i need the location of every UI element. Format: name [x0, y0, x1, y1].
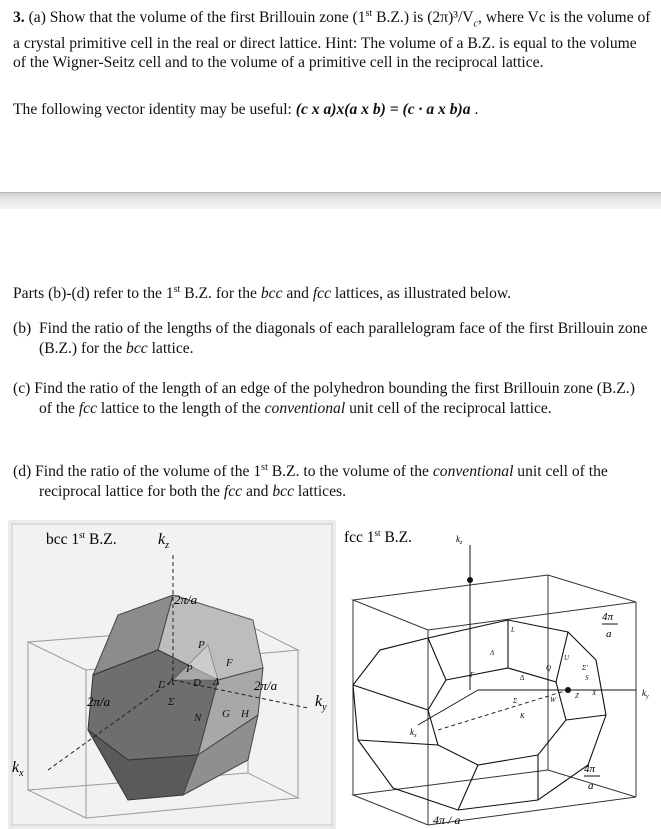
part-d-text-1: Find the ratio of the volume of the 1 — [35, 463, 262, 481]
parts-intro-and: and — [282, 285, 313, 303]
q3a-text-3: , where Vc is the volume of a crystal primitive cell in the real or direct lattice. Hint: The volume of a B.Z. is equal to the volume of the Wigner-Seitz cell and to the volume of a primitive cell in the reciprocal lattice. — [13, 9, 651, 72]
part-b-text-2: lattice. — [147, 339, 194, 357]
part-c-text-3: unit cell of the reciprocal lattice. — [345, 399, 552, 417]
fcc-sym-x: X — [592, 689, 597, 697]
part-c-text-2: lattice to the length of the — [97, 399, 265, 417]
part-d-and: and — [242, 482, 273, 500]
bcc-kz-label: $k_z$ — [158, 531, 170, 551]
part-c-text-1: Find the ratio of the length of an edge of the polyhedron bounding the first Brillouin zone (B.Z.) of the — [34, 380, 635, 417]
fcc-ky-label: $k_y$ — [642, 688, 649, 700]
svg-text:4π: 4π — [584, 763, 596, 775]
superscript-st: st — [365, 8, 373, 19]
identity-formula: (c x a)x(a x b) = (c · a x b)a — [295, 101, 471, 118]
sym-gamma: Γ — [158, 679, 165, 691]
bcc-title: bcc 1st B.Z. — [46, 530, 117, 548]
sym-delta: Δ — [213, 676, 220, 688]
parts-intro-text-2: B.Z. for the — [180, 285, 261, 303]
fcc-sym-lambda: Λ — [490, 649, 495, 657]
bcc-panel — [8, 520, 336, 829]
fcc-term: fcc — [312, 285, 332, 303]
bcc-term: bcc — [260, 285, 283, 303]
part-d-text-3: unit cell of the reciprocal lattice for both the — [39, 463, 608, 500]
fcc-panel — [336, 520, 658, 829]
superscript-st: st — [261, 462, 268, 473]
q3a-text-2: B.Z.) is (2π)³/V — [372, 9, 474, 27]
question-number: 3. — [13, 9, 25, 27]
part-c-fcc: fcc — [78, 399, 98, 417]
fcc-sym-gamma: Γ — [470, 671, 474, 679]
part-d-label: (d) — [13, 463, 32, 481]
fcc-kz-label: $k_z$ — [456, 534, 463, 546]
svg-text:4π: 4π — [602, 611, 614, 623]
fcc-sym-delta: Δ — [520, 674, 525, 682]
fcc-kx-label: $k_x$ — [410, 727, 417, 739]
part-d-conventional: conventional — [432, 463, 514, 481]
part-b-label: (b) — [13, 320, 32, 337]
brillouin-zone-figure — [8, 520, 658, 829]
q3a-text-1: (a) Show that the volume of the first Brillouin zone (1 — [24, 9, 366, 27]
fcc-sym-s: S — [585, 674, 589, 682]
parts-intro-text-3: lattices, as illustrated below. — [331, 285, 512, 303]
identity-intro: The following vector identity may be useful: — [13, 101, 296, 118]
fcc-sym-sigma-prime: Σ' — [582, 664, 588, 672]
fcc-sym-u: U — [564, 654, 570, 662]
part-c-conventional: conventional — [264, 399, 346, 417]
part-b — [13, 319, 648, 358]
parts-intro-text-1: Parts (b)-(d) refer to the 1 — [13, 285, 174, 303]
fcc-sym-w: W — [550, 696, 556, 704]
bcc-top-dimension: 2π/a — [174, 592, 198, 607]
sym-f: F — [226, 657, 233, 669]
sym-p-top: P — [198, 639, 205, 651]
bcc-right-dimension: 2π/a — [254, 678, 278, 693]
part-c — [13, 379, 648, 418]
identity-end: . — [470, 101, 479, 118]
fcc-sym-z: Z — [575, 692, 579, 700]
sym-n: N — [194, 712, 202, 724]
parts-intro — [13, 280, 511, 304]
fcc-sym-sigma: Σ — [513, 697, 518, 705]
part-b-bcc: bcc — [126, 339, 148, 357]
part-d — [13, 458, 648, 501]
part-d-text-4: lattices. — [294, 482, 346, 500]
vc-subscript: c — [473, 18, 478, 30]
bcc-left-dimension: 2π/a — [87, 694, 111, 709]
vector-identity-line — [13, 100, 653, 120]
fcc-bottom-dimension: 4π / a — [433, 813, 461, 827]
part-c-label: (c) — [13, 380, 31, 397]
svg-text:a: a — [588, 780, 594, 792]
sym-h: H — [241, 708, 249, 720]
part-d-text-2: B.Z. to the volume of the — [267, 463, 433, 481]
part-d-bcc: bcc — [272, 482, 295, 500]
part-d-fcc: fcc — [223, 482, 243, 500]
fcc-title: fcc 1st B.Z. — [344, 528, 412, 546]
svg-text:a: a — [606, 628, 612, 640]
fcc-sym-q: Q — [546, 664, 552, 672]
sym-g: G — [222, 708, 230, 720]
superscript-st: st — [173, 284, 181, 295]
page-separator — [0, 192, 661, 209]
fcc-sym-k: K — [520, 712, 525, 720]
part-b-text-1: Find the ratio of the lengths of the diagonals of each parallelogram face of the first Brillouin zone (B.Z.) for the — [38, 320, 648, 357]
bcc-ky-label: $k_y$ — [315, 693, 327, 713]
fcc-sym-l: L — [511, 626, 515, 634]
bcc-kx-label: $k_x$ — [12, 759, 24, 779]
sym-sigma: Σ — [168, 696, 175, 708]
sym-lambda: Λ — [168, 676, 175, 688]
question-3a — [13, 4, 653, 73]
sym-d: D — [193, 677, 201, 689]
sym-p-mid: P — [186, 663, 193, 675]
